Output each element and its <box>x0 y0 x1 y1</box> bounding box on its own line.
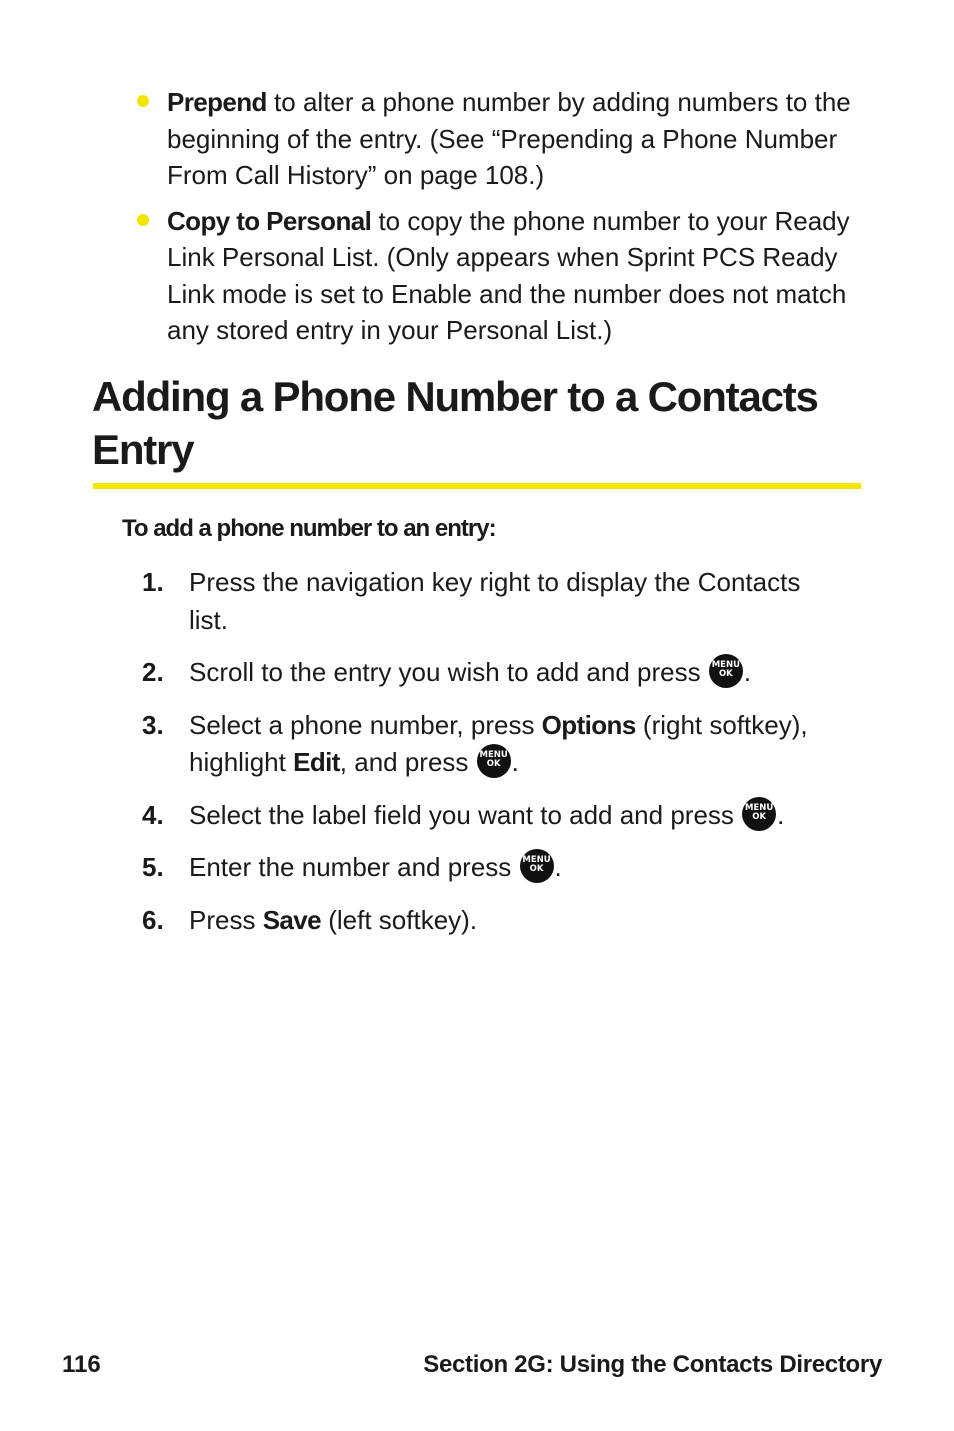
ok-key-label: OK <box>752 811 767 822</box>
menu-ok-key-icon <box>477 744 511 778</box>
menu-key-label: MENU <box>479 750 508 761</box>
menu-key-label: MENU <box>522 855 551 866</box>
bullet-dot-icon <box>137 214 149 226</box>
ok-key-label: OK <box>529 864 544 875</box>
step-end: . <box>743 657 752 687</box>
step-number: 1. <box>142 567 164 597</box>
option-bullet-list <box>135 84 870 358</box>
step-number: 4. <box>142 799 164 830</box>
menu-ok-key-icon <box>520 849 554 883</box>
step-text: Press the navigation key right to display the Contacts list. <box>189 567 801 635</box>
edit-term: Edit <box>293 747 340 777</box>
step-2 <box>140 654 840 692</box>
step-1 <box>140 564 840 639</box>
step-4 <box>140 797 840 835</box>
step-text: Select the label field you want to add and press <box>189 799 742 830</box>
step-end: . <box>777 799 785 830</box>
save-term: Save <box>262 904 322 935</box>
page-number: 116 <box>62 1351 101 1378</box>
step-text: Press <box>189 904 263 935</box>
step-text: Scroll to the entry you wish to add and press <box>189 657 708 687</box>
step-end: . <box>554 852 562 882</box>
step-text: (right softkey), highlight <box>189 709 808 777</box>
footer-section-title: Section 2G: Using the Contacts Directory <box>423 1351 882 1378</box>
menu-key-label: MENU <box>711 660 740 671</box>
ok-key-label: OK <box>486 759 501 770</box>
step-text: , and press <box>339 747 476 777</box>
section-heading: Adding a Phone Number to a Contacts Entry <box>92 373 818 473</box>
menu-key-label: MENU <box>745 802 774 813</box>
step-5 <box>140 849 840 887</box>
procedure-subhead: To add a phone number to an entry: <box>122 515 496 542</box>
menu-ok-key-icon <box>709 654 743 688</box>
step-text: Enter the number and press <box>189 852 519 882</box>
bullet-dot-icon <box>137 95 149 107</box>
procedure-steps <box>140 564 840 954</box>
step-number: 6. <box>142 904 164 935</box>
options-term: Options <box>541 709 636 740</box>
bullet-prepend <box>135 84 870 194</box>
step-number: 5. <box>142 852 164 882</box>
step-number: 2. <box>142 657 164 687</box>
bullet-term: Prepend <box>167 87 267 117</box>
ok-key-label: OK <box>718 669 733 680</box>
step-text: (left softkey). <box>321 904 478 935</box>
step-text: Select a phone number, press <box>189 709 542 740</box>
step-6 <box>140 902 840 940</box>
menu-ok-key-icon <box>742 797 776 831</box>
step-3 <box>140 707 840 782</box>
step-number: 3. <box>142 709 164 740</box>
heading-rule <box>93 483 861 489</box>
bullet-term: Copy to Personal <box>167 205 372 236</box>
step-end: . <box>511 747 519 777</box>
bullet-text: to alter a phone number by adding numbers to the beginning of the entry. (See “Prepending a Phone Number From Call History” on page 108.) <box>167 87 851 190</box>
bullet-copy-to-personal <box>135 203 870 349</box>
bullet-text: to copy the phone number to your Ready Link Personal List. (Only appears when Sprint PCS Ready Link mode is set to Enable and the number does not match any stored entry in your Personal List.) <box>167 205 850 345</box>
